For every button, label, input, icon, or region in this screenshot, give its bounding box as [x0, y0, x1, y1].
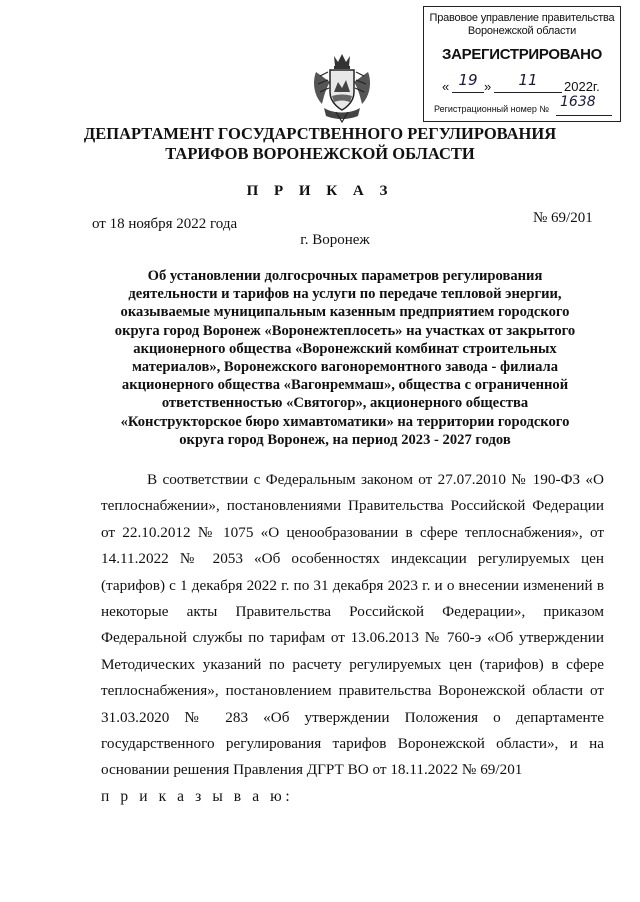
orders-word: п р и к а з ы в а ю: [101, 788, 294, 805]
department-line1: ДЕПАРТАМЕНТ ГОСУДАРСТВЕННОГО РЕГУЛИРОВАНИЯ [83, 124, 557, 143]
stamp-title: ЗАРЕГИСТРИРОВАНО [441, 46, 603, 63]
stamp-quote-open: « [442, 79, 450, 94]
subject-line: ответственностью «Святогор», акционерного общества [161, 395, 529, 412]
department-line2: ТАРИФОВ ВОРОНЕЖСКОЙ ОБЛАСТИ [165, 144, 475, 163]
order-date: от 18 ноября 2022 года [92, 216, 238, 232]
subject-line: округа город Воронеж «Воронежтеплосеть» на участках от закрытого [114, 322, 576, 339]
order-number: № 69/201 [533, 210, 593, 226]
coat-of-arms-icon [310, 52, 374, 124]
subject-line: материалов», Воронежского вагоноремонтного завода - филиала [131, 359, 559, 376]
subject-line: акционерного общества «Воронежский комбинат строительных [133, 340, 557, 357]
subject-line: деятельности и тарифов на услуги по передаче тепловой энергии, [128, 286, 562, 303]
registration-stamp [423, 6, 621, 122]
subject-line: оказываемые муниципальным казенным предприятием городского [120, 304, 570, 321]
subject-line: акционерного общества «Вагонреммаш», общества с ограниченной [121, 377, 569, 394]
order-body [101, 467, 604, 784]
stamp-reg-number: 1638 [560, 94, 596, 110]
subject-line: округа город Воронеж, на период 2023 - 2027 годов [179, 431, 511, 448]
order-city: г. Воронеж [300, 232, 370, 248]
stamp-quote-close: » [484, 79, 492, 94]
stamp-org-line2: Воронежской области [467, 25, 577, 37]
stamp-registration [434, 94, 614, 114]
stamp-reg-label: Регистрационный номер № [434, 104, 550, 114]
stamp-month: 11 [518, 71, 538, 89]
subject-line: «Конструкторское бюро химавтоматики» на территории городского [120, 413, 570, 430]
stamp-org-line1: Правовое управление правительства [429, 12, 615, 24]
preamble-paragraph: В соответствии с Федеральным законом от 27.07.2010 № 190-ФЗ «О теплоснабжении», постановлениями Правительства Российской Федерации от 22.10.2012 № 1075 «О ценообразовании в сфере теплоснабжения», от 14.11.2022 № 2053 «Об особенностях индексации регулируемых цен (тарифов) с 1 декабря 2022 г. по 31 декабря 2023 г. и о внесении изменений в некоторые акты Правительства Российской Федерации», приказом Федеральной службы по тарифам от 13.06.2013 № 760-э «Об утверждении Методических указаний по расчету регулируемых цен (тарифов) в сфере теплоснабжения», постановлением правительства Воронежской области от 31.03.2020 № 283 «Об утверждении Положения о департаменте государственного регулирования тарифов Воронежской области», и на основании решения Правления ДГРТ ВО от 18.11.2022 № 69/201 [101, 471, 604, 779]
order-subject [70, 267, 620, 449]
document-type: П Р И К А З [246, 183, 394, 199]
department-title [0, 124, 640, 164]
stamp-year: 2022г. [564, 79, 600, 94]
stamp-day: 19 [458, 71, 478, 89]
subject-line: Об установлении долгосрочных параметров регулирования [147, 268, 543, 284]
stamp-organization [424, 7, 620, 38]
